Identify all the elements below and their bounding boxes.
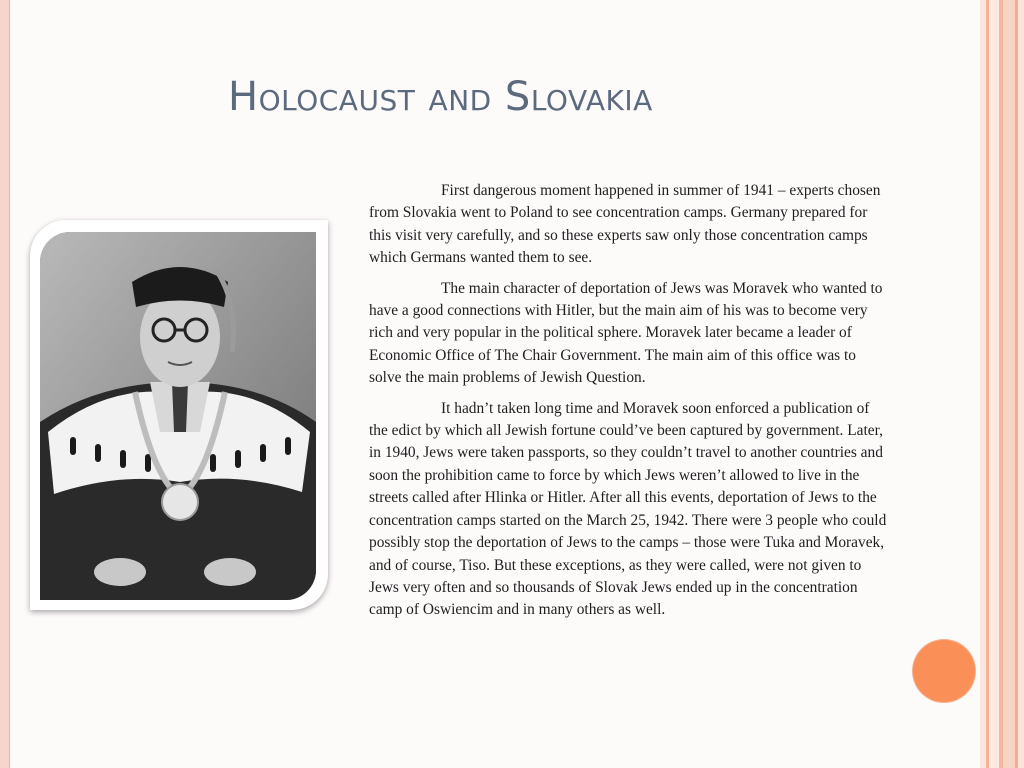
paragraph-1: First dangerous moment happened in summer of 1941 – experts chosen from Slovakia went to Poland to see concentration camps. Germany prepared for this visit very carefully, and so these experts saw only those concentration camps which Germans wanted them to see. (369, 182, 881, 267)
portrait-photo (40, 232, 316, 600)
portrait-photo-frame (30, 220, 328, 610)
orange-circle-decoration (913, 640, 975, 702)
slide-title: Holocaust and Slovakia (228, 74, 653, 120)
body-text (369, 180, 891, 630)
paragraph-3: It hadn’t taken long time and Moravek soon enforced a publication of the edict by which all Jewish fortune could’ve been captured by government. Later, in 1940, Jews were taken passports, so they couldn’t travel to another countries and soon the prohibition came to force by which Jews weren’t allowed to live in the streets called after Hlinka or Hitler. After all this events, deportation of Jews to the concentration camps started on the March 25, 1942. There were 3 people who could possibly stop the deportation of Jews to the camps – those were Tuka and Moravek, and of course, Tiso. But these exceptions, as they were called, were not given to Jews very often and so thousands of Slovak Jews ended up in the concentration camp of Oswiencim and in many others as well. (369, 399, 887, 619)
right-decorative-stripes (980, 0, 1024, 768)
paragraph-2: The main character of deportation of Jews was Moravek who wanted to have a good connections with Hitler, but the main aim of his was to become very rich and very popular in the political sphere. Moravek later became a leader of Economic Office of The Chair Government. The main aim of this office was to solve the main problems of Jewish Question. (369, 279, 883, 387)
left-border-strip (0, 0, 10, 768)
